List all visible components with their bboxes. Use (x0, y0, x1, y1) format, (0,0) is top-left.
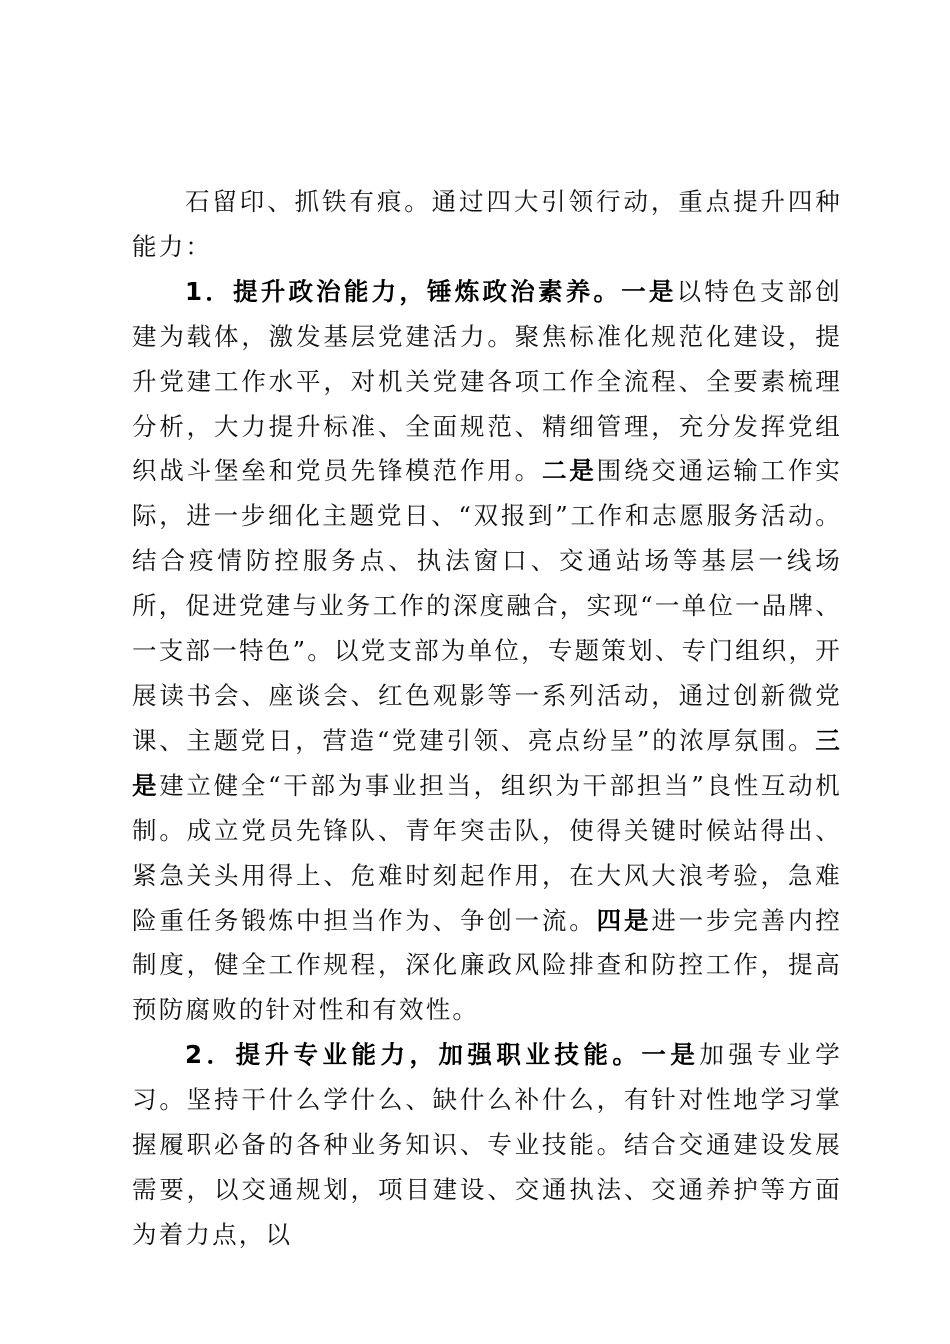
point-marker-4: 四是 (596, 905, 652, 935)
paragraph-professional-ability (132, 1033, 842, 1258)
paragraph-intro-text: 石留印、抓铁有痕。通过四大引领行动，重点提升四种能力： (132, 187, 842, 261)
point-text-5: 加强专业学习。坚持干什么学什么、缺什么补什么，有针对性地学习掌握履职必备的各种业务知识、专业技能。结合交通建设发展需要，以交通规划，项目建设、交通执法、交通养护等方面为着力点，以 (132, 1040, 842, 1249)
paragraph-intro (132, 180, 842, 270)
point-text-2: 围绕交通运输工作实际，进一步细化主题党日、“双报到”工作和志愿服务活动。结合疫情防控服务点、执法窗口、交通站场等基层一线场所，促进党建与业务工作的深度融合，实现“一单位一品牌、一支部一特色”。以党支部为单位，专题策划、专门组织，开展读书会、座谈会、红色观影等一系列活动，通过创新微党课、主题党日，营造“党建引领、亮点纷呈”的浓厚氛围。 (132, 456, 842, 755)
section-heading-2: 2．提升专业能力，加强职业技能。 (185, 1040, 642, 1070)
section-heading-1: 1．提升政治能力，锤炼政治素养。 (185, 276, 622, 306)
document-body (132, 180, 842, 1258)
point-text-4: 进一步完善内控制度，健全工作规程，深化廉政风险排查和防控工作，提高预防腐败的针对性和有效性。 (132, 905, 842, 1025)
point-marker-5: 一是 (641, 1040, 700, 1070)
point-marker-3: 三是 (132, 725, 842, 800)
point-text-1: 以特色支部创建为载体，激发基层党建活力。聚焦标准化规范化建设，提升党建工作水平，对机关党建各项工作全流程、全要素梳理分析，大力提升标准、全面规范、精细管理，充分发挥党组织战斗堡垒和党员先锋模范作用。 (132, 276, 843, 486)
point-marker-1: 一是 (621, 276, 677, 306)
point-text-3: 建立健全“干部为事业担当，组织为干部担当”良性互动机制。成立党员先锋队、青年突击队，使得关键时候站得出、紧急关头用得上、危难时刻起作用，在大风大浪考验，急难险重任务锻炼中担当作为、争创一流。 (132, 770, 842, 935)
paragraph-political-ability (132, 270, 842, 1033)
point-marker-2: 二是 (541, 456, 597, 486)
